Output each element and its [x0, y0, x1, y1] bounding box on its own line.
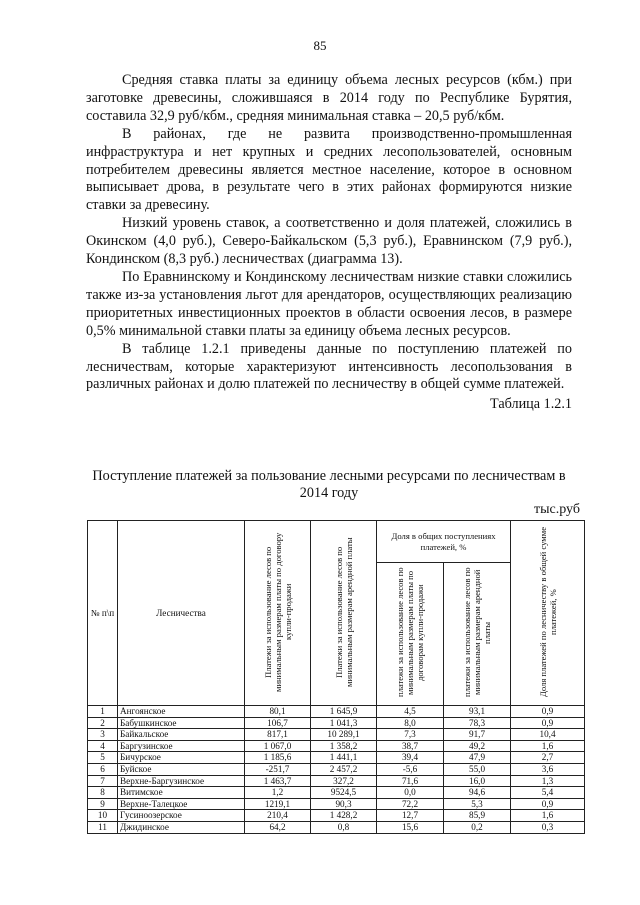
cell-d: 16,0	[444, 775, 511, 787]
cell-name: Бичурское	[118, 752, 245, 764]
header-num: № п\п	[88, 521, 118, 706]
unit-label: тыс.руб	[534, 502, 580, 517]
cell-e: 0,9	[511, 717, 585, 729]
paragraph: В таблице 1.2.1 приведены данные по поступлению платежей по лесничествам, которые характеризуют интенсивность лесопользования в различных районах и долю платежей по лесничеству в общей сумме платежей.	[86, 340, 572, 393]
header-share-rent: платежи за использование лесов по минимальным размерам арендной платы	[444, 563, 511, 706]
cell-e: 5,4	[511, 787, 585, 799]
cell-b: 2 457,2	[311, 763, 377, 775]
cell-e: 3,6	[511, 763, 585, 775]
cell-c: 72,2	[377, 798, 444, 810]
cell-n: 11	[88, 821, 118, 833]
cell-n: 4	[88, 740, 118, 752]
cell-d: 78,3	[444, 717, 511, 729]
cell-name: Верхне-Баргузинское	[118, 775, 245, 787]
cell-name: Гусиноозерское	[118, 810, 245, 822]
cell-a: 106,7	[245, 717, 311, 729]
page-number: 85	[313, 38, 327, 53]
cell-d: 94,6	[444, 787, 511, 799]
table-row	[88, 787, 585, 799]
cell-a: 817,1	[245, 729, 311, 741]
cell-c: 7,3	[377, 729, 444, 741]
cell-c: 71,6	[377, 775, 444, 787]
cell-d: 55,0	[444, 763, 511, 775]
cell-a: 64,2	[245, 821, 311, 833]
cell-d: 93,1	[444, 706, 511, 718]
header-share-total: Доля платежей по лесничеству в общей сумме платежей, %	[511, 521, 585, 706]
cell-e: 0,9	[511, 798, 585, 810]
cell-b: 10 289,1	[311, 729, 377, 741]
cell-d: 91,7	[444, 729, 511, 741]
cell-b: 1 645,9	[311, 706, 377, 718]
table-row	[88, 821, 585, 833]
cell-c: 12,7	[377, 810, 444, 822]
cell-e: 1,6	[511, 810, 585, 822]
table-row	[88, 763, 585, 775]
paragraph: Средняя ставка платы за единицу объема лесных ресурсов (кбм.) при заготовке древесины, сложившаяся в 2014 году по Республике Бурятия, составила 32,9 руб/кбм., средняя минимальная ставка – 20,5 руб/кбм.	[86, 72, 572, 124]
cell-b: 9524,5	[311, 787, 377, 799]
header-share-group: Доля в общих поступлениях платежей, %	[377, 521, 511, 563]
cell-e: 1,3	[511, 775, 585, 787]
cell-n: 5	[88, 752, 118, 764]
body-text	[86, 72, 572, 414]
payments-table	[87, 520, 585, 834]
cell-c: 38,7	[377, 740, 444, 752]
table-row	[88, 706, 585, 718]
cell-b: 90,3	[311, 798, 377, 810]
header-name: Лесничества	[118, 521, 245, 706]
cell-n: 1	[88, 706, 118, 718]
cell-name: Бабушкинское	[118, 717, 245, 729]
cell-a: 210,4	[245, 810, 311, 822]
cell-n: 2	[88, 717, 118, 729]
cell-name: Буйское	[118, 763, 245, 775]
cell-a: 1,2	[245, 787, 311, 799]
cell-c: 8,0	[377, 717, 444, 729]
cell-c: 0,0	[377, 787, 444, 799]
cell-a: 80,1	[245, 706, 311, 718]
header-pay-min: Платежи за использование лесов по минимальным размерам платы по договору купли-продажи	[245, 521, 311, 706]
cell-e: 1,6	[511, 740, 585, 752]
cell-name: Джидинское	[118, 821, 245, 833]
cell-n: 7	[88, 775, 118, 787]
cell-e: 0,9	[511, 706, 585, 718]
cell-n: 3	[88, 729, 118, 741]
table-body	[88, 706, 585, 834]
cell-e: 10,4	[511, 729, 585, 741]
table-row	[88, 740, 585, 752]
table-label: Таблица 1.2.1	[490, 396, 572, 413]
cell-b: 1 358,2	[311, 740, 377, 752]
cell-a: 1 067,0	[245, 740, 311, 752]
table-row	[88, 810, 585, 822]
cell-b: 1 428,2	[311, 810, 377, 822]
table-row	[88, 775, 585, 787]
cell-name: Верхне-Талецкое	[118, 798, 245, 810]
cell-d: 47,9	[444, 752, 511, 764]
table-row	[88, 798, 585, 810]
cell-name: Баргузинское	[118, 740, 245, 752]
cell-d: 0,2	[444, 821, 511, 833]
cell-c: 39,4	[377, 752, 444, 764]
cell-n: 8	[88, 787, 118, 799]
table-row	[88, 752, 585, 764]
cell-c: 15,6	[377, 821, 444, 833]
cell-d: 5,3	[444, 798, 511, 810]
cell-e: 0,3	[511, 821, 585, 833]
cell-b: 1 441,1	[311, 752, 377, 764]
cell-name: Байкальское	[118, 729, 245, 741]
paragraph: В районах, где не развита производственно-промышленная инфраструктура и нет крупных и средних лесопользователей, основным потребителем древесины является местное население, которое в основном выписывает дрова, в результате чего в этих районах формируются низкие ставки за древесину.	[86, 125, 572, 214]
cell-n: 9	[88, 798, 118, 810]
table-title: Поступление платежей за пользование лесными ресурсами по лесничествам в 2014 году	[92, 468, 566, 501]
cell-b: 1 041,3	[311, 717, 377, 729]
cell-n: 10	[88, 810, 118, 822]
table-row	[88, 717, 585, 729]
paragraph: По Еравнинскому и Кондинскому лесничествам низкие ставки сложились также из-за установления льгот для арендаторов, осуществляющих реализацию приоритетных инвестиционных проектов в области освоения лесов, в размере 0,5% минимальной ставки платы за единицу объема лесных ресурсов.	[86, 268, 572, 339]
cell-e: 2,7	[511, 752, 585, 764]
cell-b: 0,8	[311, 821, 377, 833]
cell-name: Ангоянское	[118, 706, 245, 718]
cell-b: 327,2	[311, 775, 377, 787]
cell-n: 6	[88, 763, 118, 775]
cell-a: 1 185,6	[245, 752, 311, 764]
header-share-sale: платежи за использование лесов по минимальным размерам платы по договорам купли-продажи	[377, 563, 444, 706]
header-pay-rent: Платежи за использование лесов по минимальным размерам арендной платы	[311, 521, 377, 706]
table-row	[88, 729, 585, 741]
cell-a: -251,7	[245, 763, 311, 775]
paragraph: Низкий уровень ставок, а соответственно и доля платежей, сложились в Окинском (4,0 руб.), Северо-Байкальском (5,3 руб.), Еравнинском (7,9 руб.), Кондинском (8,3 руб.) лесничествах (диаграмма 13).	[86, 215, 572, 268]
cell-a: 1219,1	[245, 798, 311, 810]
cell-d: 85,9	[444, 810, 511, 822]
cell-d: 49,2	[444, 740, 511, 752]
cell-c: -5,6	[377, 763, 444, 775]
cell-name: Витимское	[118, 787, 245, 799]
cell-c: 4,5	[377, 706, 444, 718]
cell-a: 1 463,7	[245, 775, 311, 787]
